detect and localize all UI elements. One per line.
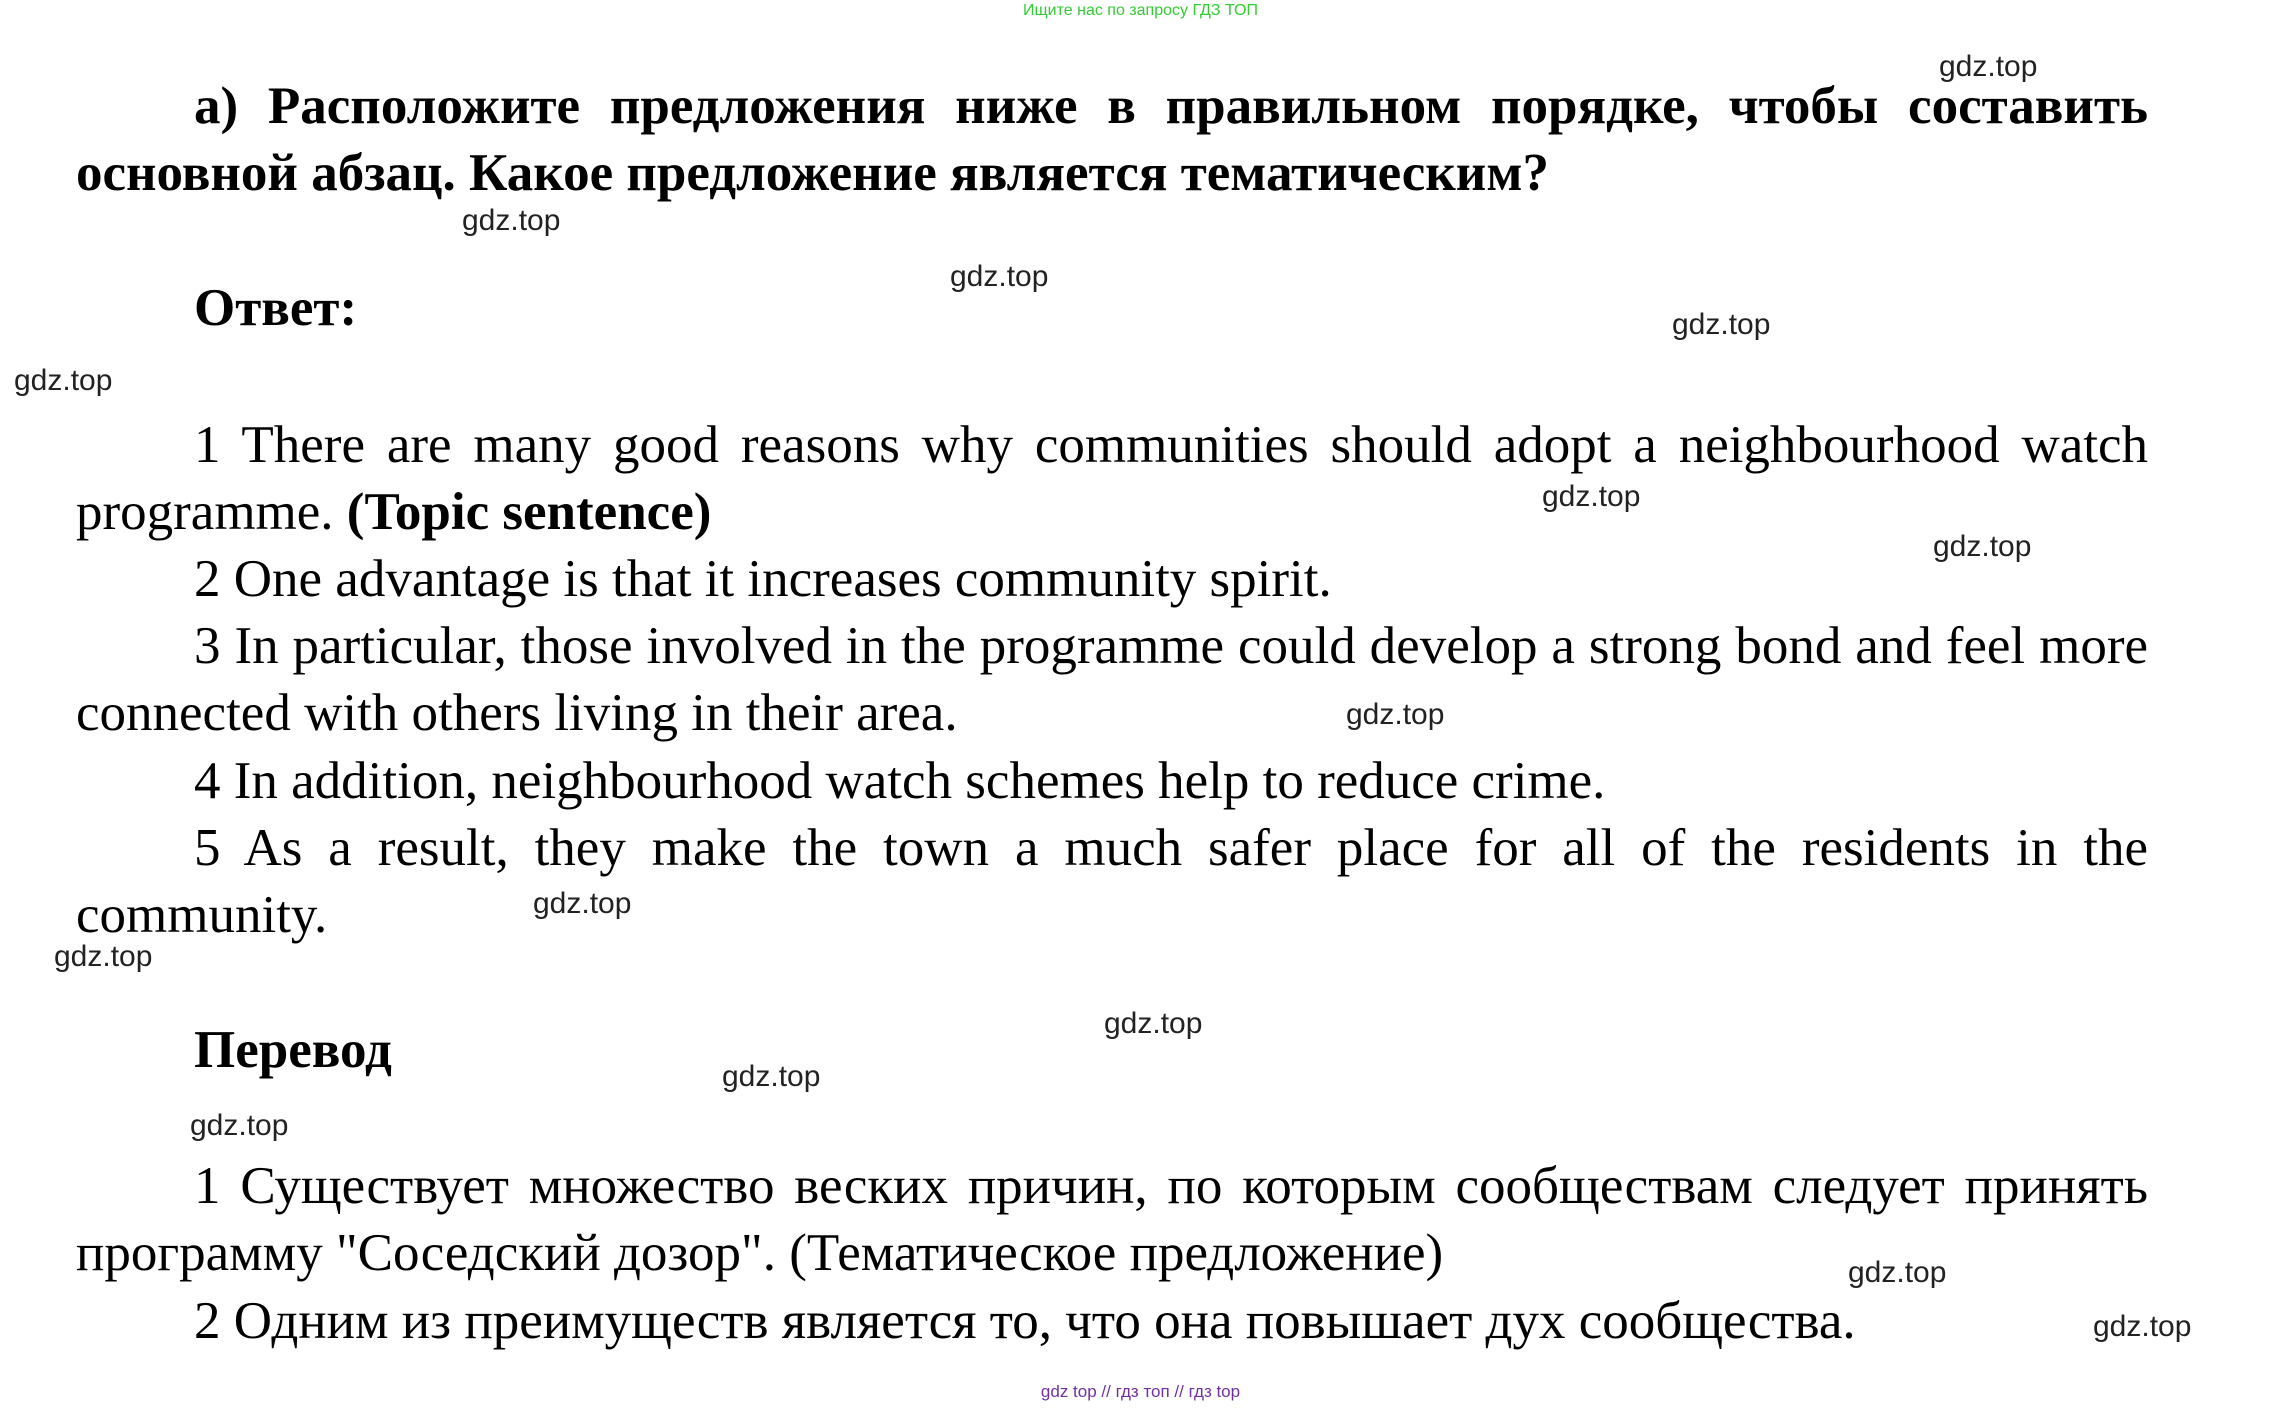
watermark: gdz.top	[1672, 308, 1771, 341]
top-notice: Ищите нас по запросу ГДЗ ТОП	[1023, 2, 1258, 19]
watermark: gdz.top	[1104, 1007, 1203, 1040]
watermark: gdz.top	[533, 887, 632, 920]
answer-sentence-1-text: 1 There are many good reasons why communities should adopt a neighbourhood watch programme.	[76, 416, 2148, 541]
watermark: gdz.top	[1939, 50, 2038, 83]
watermark: gdz.top	[1933, 530, 2032, 563]
watermark: gdz.top	[462, 204, 561, 237]
translation-sentence-2: 2 Одним из преимуществ является то, что она повышает дух сообщества.	[194, 1292, 1856, 1350]
answer-sentence-5: 5 As a result, they make the town a much safer place for all of the residents in the community.	[76, 819, 2148, 944]
answer-sentence-4: 4 In addition, neighbourhood watch schemes help to reduce crime.	[194, 752, 1606, 810]
translation-heading: Перевод	[194, 1021, 392, 1079]
watermark: gdz.top	[190, 1109, 289, 1142]
footer-links: gdz top // гдз топ // гдз top	[1040, 1382, 1241, 1401]
answer-heading: Ответ:	[194, 279, 358, 337]
question-text: а) Расположите предложения ниже в правильном порядке, чтобы составить основной абзац. Какое предложение является тематическим?	[76, 77, 2148, 202]
watermark: gdz.top	[14, 364, 113, 397]
watermark: gdz.top	[722, 1060, 821, 1093]
watermark: gdz.top	[54, 940, 153, 973]
watermark: gdz.top	[1346, 698, 1445, 731]
answer-sentence-2: 2 One advantage is that it increases community spirit.	[194, 550, 1332, 608]
translation-sentence-1: 1 Существует множество веских причин, по которым сообществам следует принять программу "Соседский дозор". (Тематическое предложение)	[76, 1157, 2148, 1282]
answer-sentence-3: 3 In particular, those involved in the programme could develop a strong bond and feel more connected with others living in their area.	[76, 617, 2148, 742]
topic-sentence-note: (Topic sentence)	[346, 483, 712, 541]
watermark: gdz.top	[2093, 1310, 2192, 1343]
watermark: gdz.top	[1542, 480, 1641, 513]
watermark: gdz.top	[950, 260, 1049, 293]
answer-sentence-1	[76, 412, 2148, 546]
watermark: gdz.top	[1848, 1256, 1947, 1289]
